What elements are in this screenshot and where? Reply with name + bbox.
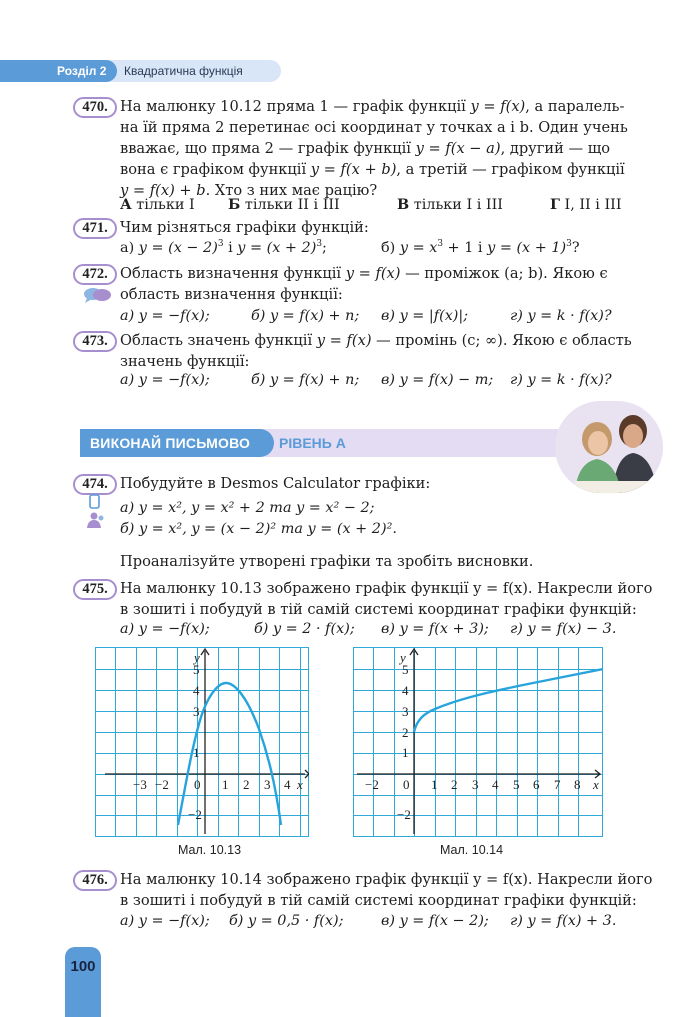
svg-text:5: 5 [513,777,520,792]
problem-473-line2: значень функції: [120,353,250,370]
problem-472-option-d: г) y = k · f(x)? [510,308,612,324]
problem-475-option-a: а) y = −f(x); [120,621,210,637]
problem-472-line2: область визначення функції: [120,286,343,303]
svg-text:3: 3 [402,704,409,719]
problem-471-option-b: б) $y = x^3 + 1$ і $y = (x + 1)^3$? [381,239,580,256]
graph-curve [414,669,603,732]
problem-472-option-a: а) y = −f(x); [120,308,210,324]
problem-470-line1: На малюнку 10.12 пряма 1 — графік функції y = f(x), а паралель- [120,98,625,115]
problem-number-473: 473. [73,331,117,352]
problem-474-option-b: б) y = x², y = (x − 2)² та y = (x + 2)². [120,521,397,537]
problem-471-option-a: а) $y = (x - 2)^3$ і $y = (x + 2)^3$; [120,239,327,256]
problem-number-474: 474. [73,474,117,495]
answer-c: В тільки І і ІІІ [397,196,503,213]
problem-475-line2: в зошиті і побудуй в тій самій системі координат графіки функцій: [120,601,637,618]
svg-text:8: 8 [574,777,581,792]
svg-text:6: 6 [533,777,540,792]
svg-text:4: 4 [492,777,499,792]
discussion-icon [82,286,112,304]
banner-level: РІВЕНЬ А [279,435,346,451]
svg-text:−2: −2 [188,807,202,822]
problem-472-option-c: в) y = |f(x)|; [381,308,469,324]
svg-text:0: 0 [403,777,410,792]
problem-number-475: 475. [73,579,117,600]
problem-474-question: Побудуйте в Desmos Calculator графіки: [120,475,431,492]
svg-text:2: 2 [451,777,458,792]
caption-10-13: Мал. 10.13 [178,843,242,857]
problem-476-option-b: б) y = 0,5 · f(x); [229,913,344,929]
grid-10-13 [95,647,309,837]
tablet-user-icon [84,494,106,530]
svg-text:5: 5 [402,662,409,677]
problem-475-option-d: г) y = f(x) − 3. [510,621,617,637]
svg-text:−2: −2 [397,807,411,822]
caption-10-14: Мал. 10.14 [440,843,504,857]
problem-474-option-a: а) y = x², y = x² + 2 та y = x² − 2; [120,500,375,516]
graph-10-13 [95,647,309,837]
problem-472-option-b: б) y = f(x) + n; [251,308,360,324]
svg-text:2: 2 [243,777,250,792]
page-number: 100 [70,958,96,975]
problem-number-472: 472. [73,264,117,285]
svg-text:x: x [297,777,303,792]
section-tab [0,60,281,82]
problem-472-line1: Область визначення функції y = f(x) — проміжок (a; b). Якою є [120,265,608,282]
section-label: Розділ 2 [0,60,117,82]
svg-text:y: y [194,650,200,665]
section-title: Квадратична функція [124,64,243,78]
svg-text:1: 1 [431,777,438,792]
svg-text:1: 1 [222,777,229,792]
problem-474-instruction: Проаналізуйте утворені графіки та зробіть висновки. [120,553,534,570]
svg-text:4: 4 [402,683,409,698]
svg-text:x: x [593,777,599,792]
svg-text:3: 3 [472,777,479,792]
problem-473-option-c: в) y = f(x) − m; [381,372,494,388]
svg-text:−3: −3 [133,777,147,792]
svg-text:−2: −2 [155,777,169,792]
graph-10-14 [353,647,603,837]
svg-text:1: 1 [402,745,409,760]
problem-470-line2: на їй пряма 2 перетинає осі координат у точках a і b. Один учень [120,119,628,136]
svg-text:3: 3 [264,777,271,792]
problem-number-471: 471. [73,218,117,239]
answer-d: Г І, ІІ і ІІІ [550,196,622,213]
problem-476-option-c: в) y = f(x − 2); [381,913,489,929]
problem-number-470: 470. [73,97,117,118]
svg-text:4: 4 [193,683,200,698]
svg-text:0: 0 [194,777,201,792]
problem-476-option-a: а) y = −f(x); [120,913,210,929]
svg-text:2: 2 [402,725,409,740]
section-banner [80,429,560,457]
problem-475-line1: На малюнку 10.13 зображено графік функції y = f(x). Накресли його [120,580,653,597]
problem-473-option-a: а) y = −f(x); [120,372,210,388]
svg-text:7: 7 [554,777,561,792]
problem-470-line4: вона є графіком функції y = f(x + b), а третій — графіком функції [120,161,625,178]
svg-text:4: 4 [284,777,291,792]
answer-b: Б тільки ІІ і ІІІ [228,196,340,213]
problem-473-line1: Область значень функції y = f(x) — промінь (c; ∞). Якою є область [120,332,632,349]
svg-text:1: 1 [193,745,200,760]
problem-476-line1: На малюнку 10.14 зображено графік функції y = f(x). Накресли його [120,871,653,888]
problem-470-line3: вважає, що пряма 2 — графік функції y = f(x − a), другий — що [120,140,611,157]
problem-473-option-b: б) y = f(x) + n; [251,372,360,388]
banner-title: ВИКОНАЙ ПИСЬМОВО [80,429,274,457]
page-number-tab [65,947,101,1017]
problem-471-question: Чим різняться графіки функцій: [120,219,369,236]
problem-473-option-d: г) y = k · f(x)? [510,372,612,388]
svg-text:y: y [400,650,406,665]
problem-number-476: 476. [73,870,117,891]
svg-text:5: 5 [193,662,200,677]
problem-470-line5: y = f(x) + b. Хто з них має рацію? [120,182,378,199]
svg-text:−2: −2 [365,777,379,792]
problem-475-option-c: в) y = f(x + 3); [381,621,489,637]
problem-475-option-b: б) y = 2 · f(x); [254,621,355,637]
students-photo [555,401,663,493]
problem-476-line2: в зошиті і побудуй в тій самій системі координат графіки функцій: [120,892,637,909]
problem-476-option-d: г) y = f(x) + 3. [510,913,617,929]
svg-text:3: 3 [193,704,200,719]
answer-a: А тільки І [120,196,195,213]
